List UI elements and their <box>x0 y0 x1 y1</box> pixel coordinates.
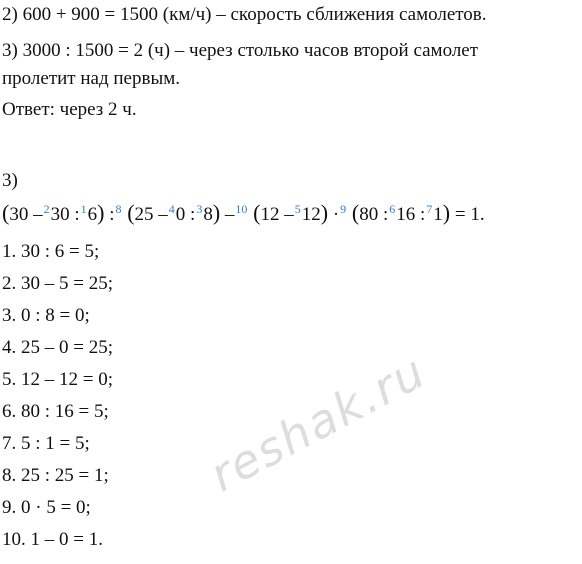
operation-order: 1 <box>80 202 87 216</box>
expr-term: 16 : <box>396 204 426 225</box>
operation-order: 4 <box>168 202 175 216</box>
expr-term: 12 <box>301 204 321 225</box>
operation-order: 8 <box>115 202 122 216</box>
paren: ( <box>253 200 261 225</box>
step-3: 3. 0 : 8 = 0; <box>2 305 90 326</box>
paren: ) <box>320 200 329 225</box>
operation-order: 3 <box>196 202 203 216</box>
expr-term: – <box>224 204 235 225</box>
step-8: 8. 25 : 25 = 1; <box>2 465 109 486</box>
solution-line-3a: 3) 3000 : 1500 = 2 (ч) – через столько часов второй самолет <box>2 40 479 61</box>
expr-term: 30 – <box>9 204 43 225</box>
operation-order: 9 <box>340 202 347 216</box>
step-7: 7. 5 : 1 = 5; <box>2 433 90 454</box>
paren: ) <box>97 200 105 225</box>
solution-line-3b: пролетит над первым. <box>2 68 180 89</box>
operation-order: 2 <box>43 202 50 216</box>
expr-term: · <box>332 204 340 225</box>
task-3-label: 3) <box>2 170 18 191</box>
step-9: 9. 0 · 5 = 0; <box>2 497 91 518</box>
solution-line-2: 2) 600 + 900 = 1500 (км/ч) – скорость сближения самолетов. <box>2 4 487 25</box>
operation-order: 5 <box>294 202 301 216</box>
step-1: 1. 30 : 6 = 5; <box>2 241 100 262</box>
expr-term: 0 : <box>175 204 196 225</box>
expr-term: : <box>109 204 115 225</box>
expr-term: = 1. <box>454 204 485 225</box>
expr-term: 1 <box>433 204 443 225</box>
expr-term: 30 : <box>50 204 80 225</box>
expr-term: 12 – <box>260 204 294 225</box>
step-6: 6. 80 : 16 = 5; <box>2 401 109 422</box>
expr-term: 25 – <box>134 204 168 225</box>
step-10: 10. 1 – 0 = 1. <box>2 529 103 550</box>
operation-order: 7 <box>426 202 433 216</box>
operation-order: 6 <box>389 202 396 216</box>
expr-term: 8 <box>203 204 213 225</box>
paren: ( <box>351 200 360 225</box>
operation-order: 10 <box>235 202 248 216</box>
paren: ( <box>2 200 10 225</box>
expr-term: 80 : <box>359 204 389 225</box>
step-4: 4. 25 – 0 = 25; <box>2 337 113 358</box>
step-2: 2. 30 – 5 = 25; <box>2 273 113 294</box>
task-3-expression <box>2 202 485 227</box>
paren: ( <box>127 200 135 225</box>
paren: ) <box>442 200 451 225</box>
expr-term: 6 <box>87 204 98 225</box>
paren: ) <box>212 200 221 225</box>
watermark: reshak.ru <box>201 343 435 503</box>
step-5: 5. 12 – 12 = 0; <box>2 369 113 390</box>
answer-line: Ответ: через 2 ч. <box>2 99 137 120</box>
